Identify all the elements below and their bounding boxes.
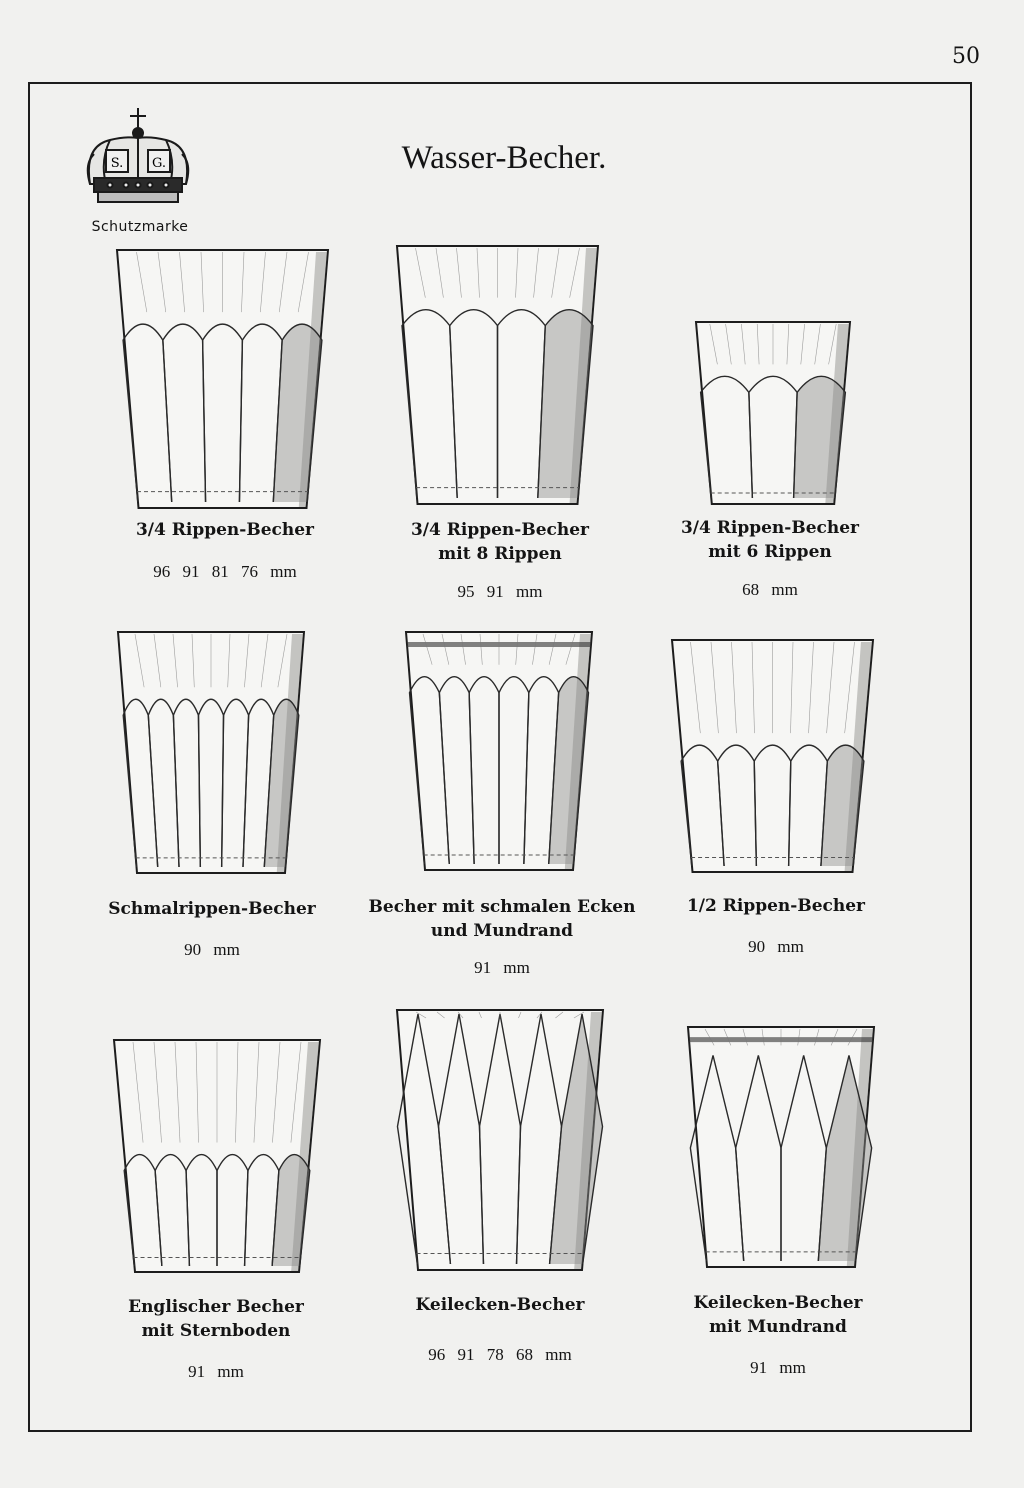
rib-facet xyxy=(794,376,846,498)
item-name-1 xyxy=(75,518,375,542)
item-name-line: mit Mundrand xyxy=(709,1317,847,1337)
glass-drawing xyxy=(395,1008,605,1272)
glass-drawing xyxy=(112,1038,322,1274)
item-name-3 xyxy=(620,516,920,564)
item-name-line: 3/4 Rippen-Becher xyxy=(410,520,590,540)
item-name-line: Schmalrippen-Becher xyxy=(108,899,316,919)
glass-drawing xyxy=(395,244,600,506)
item-name-2 xyxy=(350,518,650,566)
glass-drawing xyxy=(116,630,306,875)
item-sizes-2: 95 91 mm xyxy=(457,582,543,601)
item-name-line: Becher mit schmalen Ecken xyxy=(368,897,636,917)
item-name-line: 1/2 Rippen-Becher xyxy=(686,896,866,916)
glass-illustration-3 xyxy=(694,320,852,506)
item-name-6 xyxy=(626,894,926,918)
rib-facet xyxy=(821,745,864,866)
item-sizes-8: 96 91 78 68 mm xyxy=(428,1345,572,1364)
glass-illustration-4 xyxy=(116,630,306,875)
logo-caption: Schutzmarke xyxy=(91,219,189,235)
monogram-right: G. xyxy=(151,156,167,171)
glass-drawing xyxy=(694,320,852,506)
page-number: 50 xyxy=(952,44,980,69)
item-name-line: mit 8 Rippen xyxy=(438,544,562,564)
item-name-line: Keilecken-Becher xyxy=(693,1293,863,1313)
item-name-5 xyxy=(352,895,652,943)
item-sizes-4: 90 mm xyxy=(184,940,240,959)
item-sizes-5: 91 mm xyxy=(474,958,530,977)
item-name-line: und Mundrand xyxy=(430,921,574,941)
item-name-4 xyxy=(62,897,362,921)
item-name-line: Keilecken-Becher xyxy=(415,1295,585,1315)
item-sizes-3: 68 mm xyxy=(742,580,798,599)
glass-illustration-9 xyxy=(686,1025,876,1269)
item-sizes-6: 90 mm xyxy=(748,937,804,956)
item-sizes-9: 91 mm xyxy=(750,1358,806,1377)
glass-drawing xyxy=(686,1025,876,1269)
item-name-line: 3/4 Rippen-Becher xyxy=(680,518,860,538)
item-name-9 xyxy=(628,1291,928,1339)
glass-illustration-6 xyxy=(670,638,875,874)
glass-illustration-2 xyxy=(395,244,600,506)
glass-drawing xyxy=(670,638,875,874)
item-name-line: mit 6 Rippen xyxy=(708,542,832,562)
item-name-line: 3/4 Rippen-Becher xyxy=(135,520,315,540)
item-sizes-7: 91 mm xyxy=(188,1362,244,1381)
item-name-line: mit Sternboden xyxy=(141,1321,291,1341)
item-name-line: Englischer Becher xyxy=(128,1297,304,1317)
rib-facet xyxy=(538,310,593,498)
monogram-left: S. xyxy=(110,156,124,171)
glass-illustration-8 xyxy=(395,1008,605,1272)
item-sizes-1: 96 91 81 76 mm xyxy=(153,562,297,581)
glass-illustration-1 xyxy=(115,248,330,510)
item-name-8 xyxy=(350,1293,650,1317)
glass-drawing xyxy=(404,630,594,872)
page-title: Wasser-Becher. xyxy=(401,140,607,176)
glass-illustration-7 xyxy=(112,1038,322,1274)
item-name-7 xyxy=(66,1295,366,1343)
glass-drawing xyxy=(115,248,330,510)
glass-illustration-5 xyxy=(404,630,594,872)
